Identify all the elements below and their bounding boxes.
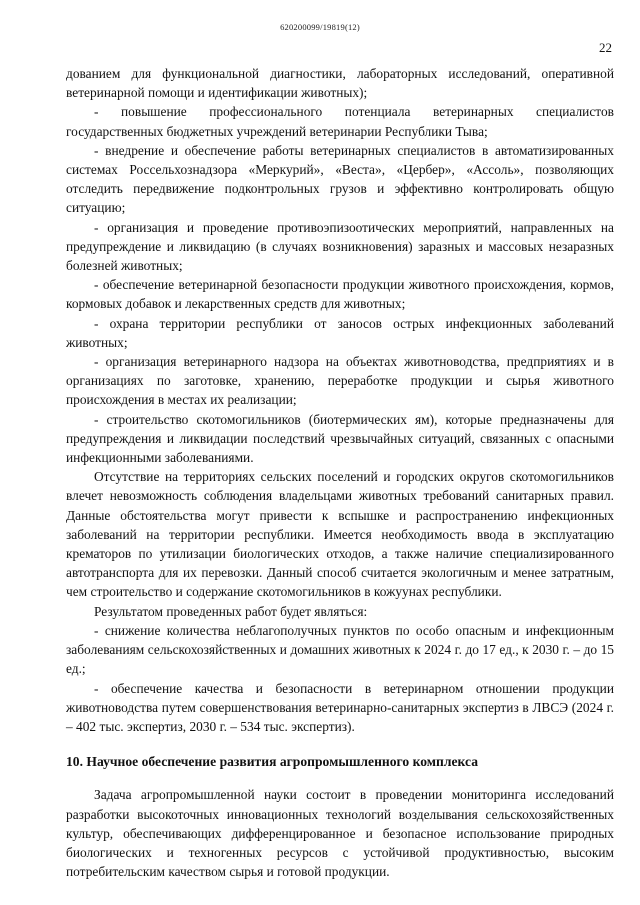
list-item: - обеспечение качества и безопасности в ветеринарном отношении продукции животноводства путем совершенствования ветеринарно-санитарных экспертиз в ЛВСЭ (2024 г. – 402 тыс. экспертиз, 2030 г. – 534 тыс. экспертиз).: [66, 680, 614, 734]
list-item: - охрана территории республики от заносов острых инфекционных заболеваний животных;: [66, 315, 614, 350]
paragraph: Отсутствие на территориях сельских поселений и городских округов скотомогильников влечет невозможность соблюдения владельцами животных требований санитарных правил. Данные обстоятельства могут привести к вспышке и распространению инфекционных заболеваний на территории республики. Имеется необходимость ввода в эксплуатацию крематоров по утилизации биологических отходов, а также наличие специализированного автотранспорта для их перевозки. Данный способ считается экологичным и менее затратным, чем строительство и содержание скотомогильников в кожуунах республики.: [66, 469, 614, 600]
paragraph: Результатом проведенных работ будет являться:: [94, 603, 368, 619]
page-number: 22: [599, 40, 612, 55]
list-item: - внедрение и обеспечение работы ветеринарных специалистов в автоматизированных системах Россельхознадзора «Меркурий», «Веста», «Цербер», «Ассоль», позволяющих отследить передвижение подконтрольных грузов и эффективно контролировать общую ситуацию;: [66, 142, 614, 216]
list-item: - организация ветеринарного надзора на объектах животноводства, предприятиях и в организациях по заготовке, хранению, переработке продукции и сырья животного происхождения в местах их реализации;: [66, 354, 614, 408]
list-item: - повышение профессионального потенциала ветеринарных специалистов государственных бюджетных учреждений ветеринарии Республики Тыва;: [66, 104, 614, 139]
paragraph: дованием для функциональной диагностики, лабораторных исследований, оперативной ветеринарной помощи и идентификации животных);: [66, 66, 614, 101]
list-item: - организация и проведение противоэпизоотических мероприятий, направленных на предупреждение и ликвидацию (в случаях возникновения) заразных и массовых незаразных болезней животных;: [66, 219, 614, 274]
list-item: - строительство скотомогильников (биотермических ям), которые предназначены для предупреждения и ликвидации последствий чрезвычайных ситуаций, связанных с опасными инфекционными заболеваниями.: [66, 411, 614, 466]
list-item: - обеспечение ветеринарной безопасности продукции животного происхождения, кормов, кормовых добавок и лекарственных средств для животных;: [66, 277, 614, 312]
page-body: [66, 64, 614, 881]
section-heading: 10. Научное обеспечение развития агропромышленного комплекса: [66, 754, 479, 770]
paragraph: Задача агропромышленной науки состоит в проведении мониторинга исследований разработки высокоточных инновационных технологий возделывания сельскохозяйственных культур, обеспечивающих дифференцированное и безопасное использование природных биологических и техногенных ресурсов с устойчивой продуктивностью, высоким потребительским качеством сырья и готовой продукции.: [66, 787, 614, 880]
document-id: 620200099/19819(12): [280, 22, 360, 32]
list-item: - снижение количества неблагополучных пунктов по особо опасным и инфекционным заболеваниям сельскохозяйственных и домашних животных к 2024 г. до 17 ед., к 2030 г. – до 15 ед.;: [66, 622, 614, 677]
